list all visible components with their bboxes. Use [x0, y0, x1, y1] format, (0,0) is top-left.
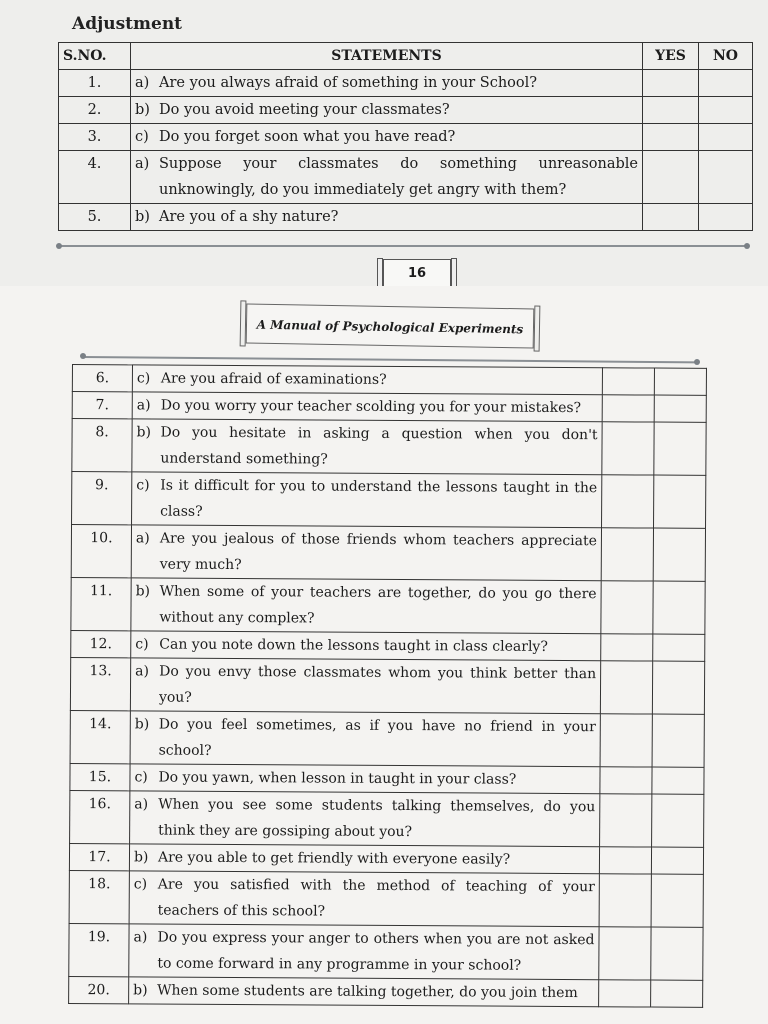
yes-cell[interactable]	[643, 204, 699, 231]
row-number: 9.	[72, 472, 132, 525]
option-letter: a)	[135, 663, 149, 680]
table-row	[71, 525, 705, 582]
table-row	[59, 151, 753, 204]
statement-text: When some of your teachers are together, do you go there	[159, 583, 597, 603]
statement-text: Are you always afraid of something in your School?	[159, 75, 538, 91]
no-cell[interactable]	[654, 475, 706, 528]
yes-cell[interactable]	[643, 70, 699, 97]
statement-text: class?	[160, 503, 203, 520]
rule-end-dot	[80, 353, 86, 359]
statement-text: Do you express your anger to others when you are not asked	[157, 929, 595, 949]
statement-cell	[131, 70, 643, 97]
statement-text: Do you forget soon what you have read?	[159, 129, 456, 145]
statement-cell	[131, 578, 601, 634]
statement-text: think they are gossiping about you?	[158, 822, 413, 841]
table-row	[72, 392, 706, 423]
table-row	[59, 124, 753, 151]
statement-cell	[131, 204, 643, 231]
yes-cell[interactable]	[602, 475, 654, 528]
no-cell[interactable]	[699, 97, 753, 124]
yes-cell[interactable]	[599, 874, 651, 927]
yes-cell[interactable]	[599, 927, 651, 980]
statement-cell	[132, 365, 602, 395]
rule-end-dot	[56, 243, 62, 249]
option-letter: a)	[136, 397, 151, 414]
statement-text: Do you yawn, when lesson in taught in your class?	[158, 769, 517, 788]
option-letter: c)	[136, 477, 150, 494]
table-row	[59, 97, 753, 124]
table-row	[70, 763, 704, 794]
row-number: 1.	[59, 70, 131, 97]
table-header-row	[59, 43, 753, 70]
option-letter: c)	[136, 370, 151, 387]
option-letter: c)	[133, 876, 148, 893]
row-number: 19.	[69, 923, 129, 976]
row-number: 17.	[69, 843, 129, 870]
statement-text: Are you of a shy nature?	[159, 209, 339, 225]
table-row	[71, 577, 705, 634]
statement-text: teachers of this school?	[157, 902, 326, 920]
statement-cell	[131, 97, 643, 124]
no-cell[interactable]	[654, 422, 706, 475]
no-cell[interactable]	[653, 528, 705, 581]
option-letter: a)	[134, 796, 149, 813]
row-number: 15.	[70, 763, 130, 790]
adjustment-table-top	[58, 42, 753, 231]
row-number: 14.	[70, 710, 130, 763]
statement-text: school?	[158, 742, 212, 759]
option-letter: b)	[134, 716, 150, 733]
statement-text: understand something?	[160, 450, 328, 468]
statement-cell	[129, 977, 599, 1007]
statement-cell	[130, 711, 600, 767]
option-letter: c)	[135, 636, 149, 653]
row-number: 12.	[71, 630, 131, 657]
statement-cell	[132, 419, 602, 475]
option-letter: a)	[135, 156, 150, 172]
statement-cell	[130, 658, 600, 714]
row-number: 11.	[71, 577, 131, 630]
yes-cell[interactable]	[600, 661, 652, 714]
statement-cell	[132, 392, 602, 422]
yes-cell[interactable]	[643, 97, 699, 124]
table-row	[69, 870, 703, 927]
no-cell[interactable]	[699, 204, 753, 231]
yes-cell[interactable]	[601, 634, 653, 661]
no-cell[interactable]	[652, 714, 704, 767]
statement-text: Are you jealous of those friends whom teachers appreciate	[159, 530, 597, 550]
option-letter: b)	[135, 102, 150, 118]
no-cell[interactable]	[654, 395, 706, 422]
no-cell[interactable]	[651, 927, 703, 980]
option-letter: c)	[135, 129, 149, 145]
statement-cell	[130, 764, 600, 794]
no-cell[interactable]	[654, 368, 706, 395]
table-row	[72, 472, 706, 529]
option-letter: b)	[135, 583, 151, 600]
yes-cell[interactable]	[600, 794, 652, 847]
row-number: 10.	[71, 525, 131, 578]
statement-text: very much?	[159, 556, 242, 574]
no-cell[interactable]	[653, 634, 705, 661]
yes-cell[interactable]	[600, 714, 652, 767]
statement-text: Do you avoid meeting your classmates?	[159, 102, 450, 118]
row-number: 20.	[69, 976, 129, 1003]
statement-text: When you see some students talking themselves, do you	[158, 796, 596, 816]
row-number: 7.	[72, 392, 132, 419]
no-cell[interactable]	[652, 767, 704, 794]
statements-header: STATEMENTS	[131, 43, 643, 70]
no-cell[interactable]	[652, 661, 704, 714]
option-letter: a)	[135, 75, 150, 91]
no-cell[interactable]	[653, 581, 705, 634]
sno-header: S.NO.	[59, 43, 131, 70]
statement-text: Do you worry your teacher scolding you for your mistakes?	[160, 397, 582, 417]
statement-text: Suppose your classmates do something unreasonable	[159, 156, 638, 172]
table-row	[69, 923, 703, 980]
no-cell[interactable]	[651, 980, 703, 1007]
statement-text: Do you envy those classmates whom you think better than	[159, 663, 597, 683]
table-row	[69, 976, 703, 1007]
statement-cell	[132, 472, 602, 528]
option-letter: b)	[136, 424, 152, 441]
footer-rule	[58, 245, 748, 247]
option-letter: a)	[135, 530, 150, 547]
adjustment-table-continued	[68, 364, 707, 1008]
row-number: 5.	[59, 204, 131, 231]
statement-text: to come forward in any programme in your school?	[157, 955, 522, 974]
statement-cell	[131, 631, 601, 661]
statement-text: Do you feel sometimes, as if you have no friend in your	[158, 716, 596, 736]
rule-end-dot	[694, 359, 700, 365]
table-row	[69, 843, 703, 874]
table-row	[59, 70, 753, 97]
statement-cell	[129, 871, 599, 927]
option-letter: b)	[135, 209, 150, 225]
table-row	[70, 790, 704, 847]
rule-end-dot	[744, 243, 750, 249]
option-letter: a)	[133, 929, 148, 946]
statement-cell	[129, 844, 599, 874]
table-row	[59, 204, 753, 231]
no-header: NO	[699, 43, 753, 70]
statement-text: unknowingly, do you immediately get angry with them?	[159, 182, 567, 198]
statement-text: When some students are talking together, do you join them	[157, 982, 578, 1002]
table-row	[72, 419, 706, 476]
no-cell[interactable]	[651, 847, 703, 874]
yes-cell[interactable]	[602, 422, 654, 475]
table-row	[71, 630, 705, 661]
option-letter: b)	[133, 982, 148, 999]
row-number: 16.	[70, 790, 130, 843]
table-row	[70, 657, 704, 714]
option-letter: c)	[134, 769, 148, 786]
table-row	[72, 365, 706, 396]
running-header: A Manual of Psychological Experiments	[246, 303, 535, 348]
statement-text: Do you hesitate in asking a question when you don't	[160, 424, 598, 444]
row-number: 6.	[72, 365, 132, 392]
row-number: 2.	[59, 97, 131, 124]
table-row	[70, 710, 704, 767]
section-title: Adjustment	[72, 14, 183, 34]
statement-cell	[129, 924, 599, 980]
no-cell[interactable]	[699, 70, 753, 97]
yes-cell[interactable]	[600, 767, 652, 794]
yes-cell[interactable]	[601, 581, 653, 634]
statement-cell	[131, 525, 601, 581]
no-cell[interactable]	[652, 794, 704, 847]
top-page	[0, 0, 768, 286]
statement-text: you?	[158, 689, 192, 706]
row-number: 3.	[59, 124, 131, 151]
yes-cell[interactable]	[602, 368, 654, 395]
row-number: 8.	[72, 419, 132, 472]
statement-cell	[131, 124, 643, 151]
statement-text: Is it difficult for you to understand the lessons taught in the	[160, 477, 598, 497]
no-cell[interactable]	[699, 124, 753, 151]
yes-cell[interactable]	[643, 151, 699, 204]
statement-text: without any complex?	[159, 609, 315, 627]
row-number: 18.	[69, 870, 129, 923]
no-cell[interactable]	[699, 151, 753, 204]
yes-cell[interactable]	[643, 124, 699, 151]
statement-cell	[130, 791, 600, 847]
yes-cell[interactable]	[599, 980, 651, 1007]
statement-text: Are you able to get friendly with everyone easily?	[157, 849, 511, 868]
statement-text: Can you note down the lessons taught in class clearly?	[159, 636, 548, 655]
page-number: 16	[383, 259, 451, 287]
no-cell[interactable]	[651, 874, 703, 927]
yes-cell[interactable]	[601, 528, 653, 581]
statement-text: Are you satisfied with the method of teaching of your	[157, 876, 595, 896]
yes-cell[interactable]	[599, 847, 651, 874]
statement-cell	[131, 151, 643, 204]
yes-cell[interactable]	[602, 395, 654, 422]
statement-text: Are you afraid of examinations?	[160, 370, 387, 388]
option-letter: b)	[133, 849, 149, 866]
yes-header: YES	[643, 43, 699, 70]
row-number: 4.	[59, 151, 131, 204]
row-number: 13.	[70, 657, 130, 710]
